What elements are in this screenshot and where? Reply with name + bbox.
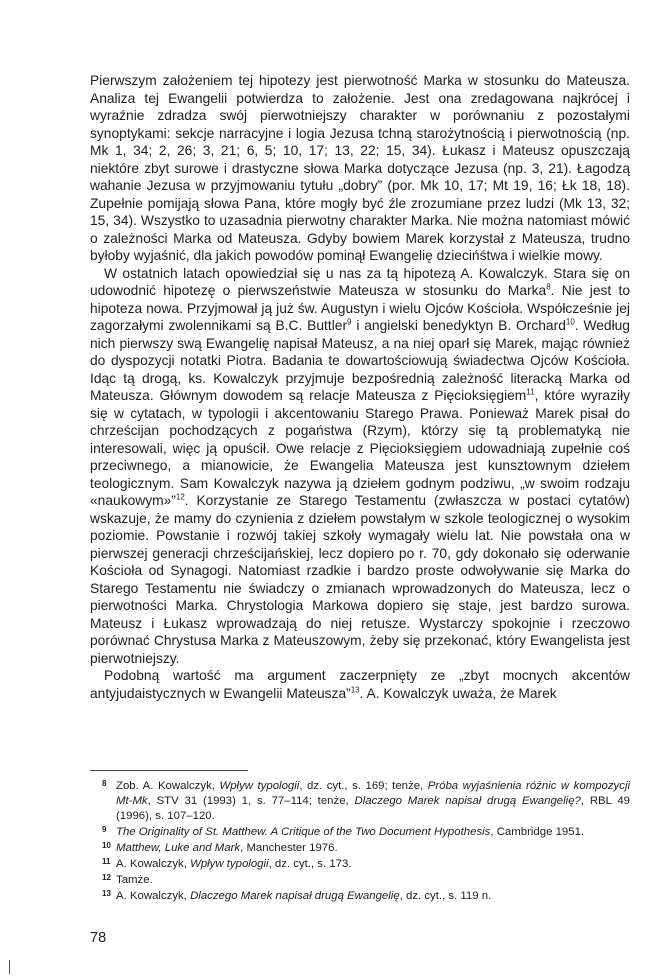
page-number: 78 <box>90 930 107 946</box>
footnote-10: 10 Matthew, Luke and Mark, Manchester 1976. <box>90 841 630 856</box>
footnote-12: 12 Tamże. <box>90 873 630 888</box>
footnote-13: 13 A. Kowalczyk, Dlaczego Marek napisał drugą Ewangelię, dz. cyt., s. 119 n. <box>90 889 630 904</box>
footnote-mark: 12 <box>102 873 111 882</box>
footnotes <box>90 779 630 905</box>
footnote-ref-9[interactable]: 9 <box>347 317 352 327</box>
main-text <box>90 72 630 702</box>
paragraph-1: Pierwszym założeniem tej hipotezy jest pierwotność Marka w stosunku do Mateusza. Analiza tej Ewangelii potwierdza to założenie. Jest ona zredagowana najkrócej i wyraźnie zdradza swój pierwotniejszy charakter w porównaniu z pozostałymi synoptykami: sekcje narracyjne i logia Jezusa tchną starożytnością i pierwotnością (np. Mk 1, 34; 2, 26; 3, 21; 6, 5; 10, 17; 13, 22; 15, 34). Łukasz i Mateusz opuszczają niektóre zbyt surowe i drastyczne słowa Marka dotyczące Jezusa (np. 3, 21). Łagodzą wahanie Jezusa w przyjmowaniu tytułu „dobry” (por. Mk 10, 17; Mt 19, 16; Łk 18, 18). Zupełnie pomijają słowa Pana, które mogły być źle zrozumiane przez ludzi (Mk 13, 32; 15, 34). Wszystko to uzasadnia pierwotny charakter Marka. Nie można natomiast mówić o zależności Marka od Mateusza. Gdyby bowiem Marek korzystał z Mateusza, trudno byłoby wyjaśnić, dla jakich powodów pominął Ewangelię dziecińśtwa i wielkie mowy. <box>90 73 630 263</box>
footnote-ref-10[interactable]: 10 <box>565 317 575 327</box>
footnote-8: 8 Zob. A. Kowalczyk, Wpływ typologii, dz. cyt., s. 169; tenże, Próba wyjaśnienia różnic w kompozycji Mt-Mk, STV 31 (1993) 1, s. 77–114; tenże, Dlaczego Marek napisał drugą Ewangelię?, RBL 49 (1996), s. 107–120. <box>90 779 630 824</box>
paragraph-3: Podobną wartość ma argument zaczerpnięty ze „zbyt mocnych akcentów antyjudaistycznych w Ewangelii Mateusza”$^{13}$. A. Kowalczyk uważa, że Marek <box>90 668 630 701</box>
footnote-mark: 13 <box>102 889 111 898</box>
footnote-11: 11 A. Kowalczyk, Wpływ typologii, dz. cyt., s. 173. <box>90 857 630 872</box>
scan-edge-mark <box>9 960 10 974</box>
footnote-9: 9 The Originality of St. Matthew. A Critique of the Two Document Hypothesis, Cambridge 1951. <box>90 825 630 840</box>
footnote-ref-13[interactable]: 13 <box>350 684 360 694</box>
footnote-mark: 9 <box>102 825 107 834</box>
paragraph-2: W ostatnich latach opowiedział się u nas za tą hipotezą A. Kowalczyk. Stara się on udowodnić hipotezę o pierwszeństwie Mateusza w stosunku do Marka$^8$. Nie jest to hipoteza nowa. Przyjmował ją już św. Augustyn i wielu Ojców Kościoła. Współcześnie jej zagorzałymi zwolennikami są B.C. Buttler$^9$ i angielski benedyktyn B. Orchard$^{10}$. Według nich pierwszy swą Ewangelię napisał Mateusz, a na niej oparł się Marek, mając również do dyspozycji notatki Piotra. Badania te dowartościowują świadectwa Ojców Kościoła. Idąc tą drogą, ks. Kowalczyk przyjmuje bezpośrednią zależność literacką Marka od Mateusza. Głównym dowodem są relacje Mateusza z Pięcioksięgiem$^{11}$, które wyraziły się w cytatach, w typologii i akcentowaniu Starego Prawa. Ponieważ Marek pisał do chrześcijan pochodzących z pogaństwa (Rzym), którzy się tą problematyką nie interesowali, więc ją opuścił. Owe relacje z Pięcioksięgiem udowadniają zupełnie coś przeciwnego, a mianowicie, że Ewangelia Mateusza jest kunsztownym dziełem teologicznym. Sam Kowalczyk nazywa ją dziełem godnym podziwu, „w swoim rodzaju «naukowym»”$^{12}$. Korzystanie ze Starego Testamentu (zwłaszcza w postaci cytatów) wskazuje, że mamy do czynienia z dziełem powstałym w szkole teologicznej o wysokim poziomie. Powstanie i rozwój takiej szkoły wymagały wielu lat. Nie powstała ona w pierwszej generacji chrześcijańskiej, lecz dopiero po r. 70, gdy dokonało się oderwanie Kościoła od Synagogi. Natomiast rzadkie i bardzo proste odwoływanie się Marka do Starego Testamentu nie świadczy o zmianach wprowadzonych do Mateusza, lecz o pierwotności Marka. Chrystologia Markowa dopiero się staje, jest bardzo surowa. Mateusz i Łukasz wprowadzają do niej retusze. Wystarczy spokojnie i rzeczowo porównać Chrystusa Marka z Mateuszowym, żeby się przekonać, który Ewangelista jest pierwotniejszy. <box>90 265 631 666</box>
footnote-ref-11[interactable]: 11 <box>526 387 535 397</box>
footnote-separator <box>90 770 248 771</box>
footnote-ref-12[interactable]: 12 <box>175 492 185 502</box>
footnote-mark: 8 <box>102 779 107 788</box>
footnote-ref-8[interactable]: 8 <box>546 282 551 292</box>
footnote-mark: 11 <box>102 857 111 866</box>
footnote-mark: 10 <box>102 841 111 850</box>
